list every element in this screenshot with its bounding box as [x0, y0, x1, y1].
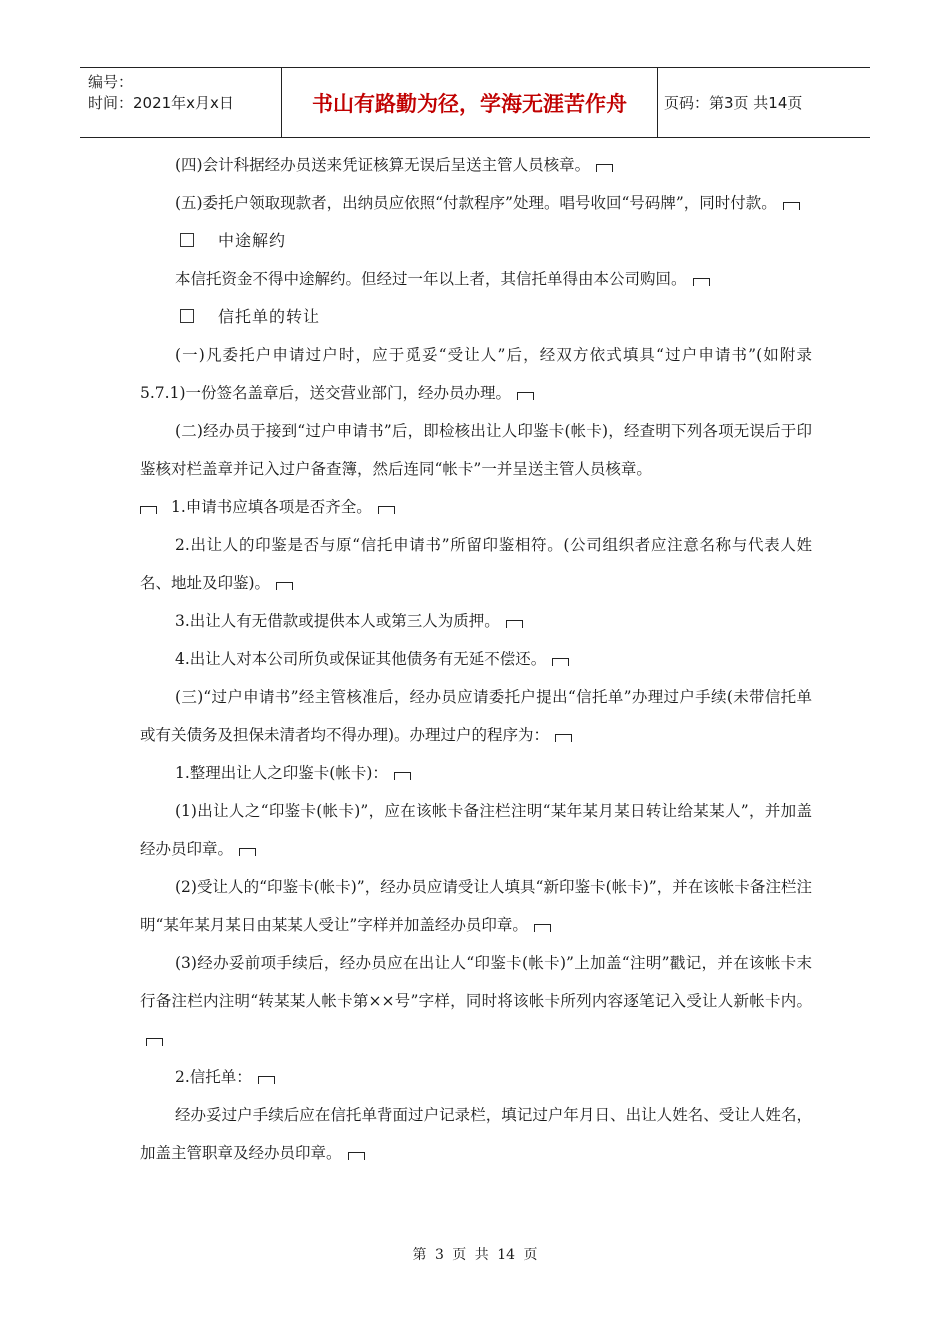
paragraph-mark-icon [693, 278, 710, 286]
paragraph-mark-icon [596, 164, 613, 172]
header-page-info: 页码：第3页 共14页 [664, 94, 803, 112]
paragraph-mark-icon [783, 202, 800, 210]
paragraph-mark-icon [394, 772, 411, 780]
paragraph: 经办妥过户手续后应在信托单背面过户记录栏，填记过户年月日、出让人姓名、受让人姓名，加盖主管职章及经办员印章。 [140, 1106, 812, 1162]
paragraph: 1.整理出让人之印鉴卡(帐卡)： [140, 754, 812, 792]
paragraph-mark-icon [348, 1152, 365, 1160]
header-meta [80, 68, 282, 137]
paragraph: 2.信托单： [140, 1058, 812, 1096]
paragraph: 2.出让人的印鉴是否与原“信托申请书”所留印鉴相符。(公司组织者应注意名称与代表人姓名、地址及印鉴)。 [140, 536, 812, 592]
paragraph: (四)会计科据经办员送来凭证核算无误后呈送主管人员核章。 [140, 146, 812, 184]
section-heading: 信托单的转让 [140, 298, 812, 336]
date-line: 时间：2021年x月x日 [88, 94, 234, 112]
paragraph: 4.出让人对本公司所负或保证其他债务有无延不偿还。 [140, 640, 812, 678]
paragraph-mark-icon [534, 924, 551, 932]
paragraph-mark-icon [506, 620, 523, 628]
paragraph: (3)经办妥前项手续后，经办员应在出让人“印鉴卡(帐卡)”上加盖“注明”戳记，并在该帐卡末行备注栏内注明“转某某人帐卡第××号”字样，同时将该帐卡所列内容逐笔记入受让人新帐卡内。 [140, 944, 812, 1058]
paragraph-mark-icon [555, 734, 572, 742]
paragraph-mark-icon [276, 582, 293, 590]
paragraph-mark-icon [140, 506, 157, 514]
paragraph: (五)委托户领取现款者，出纳员应依照“付款程序”处理。唱号收回“号码牌”，同时付款。 [140, 184, 812, 222]
document-body [140, 146, 812, 1172]
paragraph: 本信托资金不得中途解约。但经过一年以上者，其信托单得由本公司购回。 [140, 260, 812, 298]
paragraph: 1.申请书应填各项是否齐全。 [140, 488, 812, 526]
paragraph-mark-icon [146, 1038, 163, 1046]
paragraph-mark-icon [258, 1076, 275, 1084]
paragraph-mark-icon [378, 506, 395, 514]
checkbox-square-icon [180, 233, 194, 247]
page-header [80, 67, 870, 138]
header-motto: 书山有路勤为径，学海无涯苦作舟 [282, 68, 658, 137]
paragraph: (三)“过户申请书”经主管核准后，经办员应请委托户提出“信托单”办理过户手续(未带信托单或有关债务及担保未清者均不得办理)。办理过户的程序为： [140, 688, 812, 744]
paragraph-mark-icon [552, 658, 569, 666]
section-heading: 中途解约 [140, 222, 812, 260]
checkbox-square-icon [180, 309, 194, 323]
paragraph: (1)出让人之“印鉴卡(帐卡)”，应在该帐卡备注栏注明“某年某月某日转让给某某人”，并加盖经办员印章。 [140, 802, 812, 858]
paragraph: (2)受让人的“印鉴卡(帐卡)”，经办员应请受让人填具“新印鉴卡(帐卡)”，并在该帐卡备注栏注明“某年某月某日由某某人受让”字样并加盖经办员印章。 [140, 878, 812, 934]
paragraph: (二)经办员于接到“过户申请书”后，即检核出让人印鉴卡(帐卡)，经查明下列各项无误后于印鉴核对栏盖章并记入过户备查簿，然后连同“帐卡”一并呈送主管人员核章。 [140, 422, 812, 478]
paragraph: 3.出让人有无借款或提供本人或第三人为质押。 [140, 602, 812, 640]
doc-number-label: 编号： [88, 73, 134, 91]
paragraph-mark-icon [239, 848, 256, 856]
paragraph: (一)凡委托户申请过户时，应于觅妥“受让人”后，经双方依式填具“过户申请书”(如附录5.7.1)一份签名盖章后，送交营业部门，经办员办理。 [140, 346, 812, 402]
page-footer: 第 3 页 共 14 页 [412, 1247, 538, 1263]
paragraph-mark-icon [517, 392, 534, 400]
